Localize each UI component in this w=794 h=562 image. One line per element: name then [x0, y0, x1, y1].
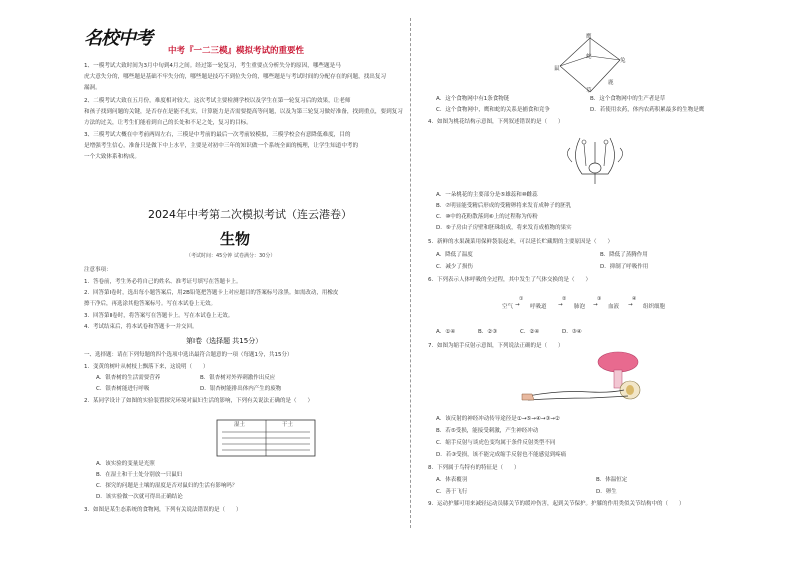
- q4-option-b: B．⑦明显能受精后形成的受精卵将来发育成种子的胚乳: [436, 203, 572, 209]
- food-web-node-rabbit: 兔: [620, 58, 626, 64]
- q1-option-a: A．银杏树的生活需要营养: [96, 375, 161, 381]
- banner-title: 中考『一二三模』模拟考试的重要性: [168, 46, 305, 56]
- q6-option-c: C．②④: [520, 329, 540, 335]
- chain-blood: 血液: [608, 304, 620, 310]
- chain-step-3: ③: [597, 296, 602, 302]
- food-web-node-mouse: 鼠: [554, 66, 560, 72]
- chain-step-2: ②: [562, 296, 567, 302]
- q6-option-a: A．①④: [436, 329, 456, 335]
- intro-line-7: 3、三模考试大概在中考前两周左右，三模是中考前的最后一次考前较模拟，三模学校会有意降低难度，目的: [84, 132, 351, 138]
- q2-option-d: D．该实验做一次就可得出正确结论: [96, 494, 183, 500]
- note-1: 1．答卷前，考生务必将自己的姓名、准考证号填写在答题卡上。: [84, 279, 242, 285]
- food-web-node-side: 鹿: [608, 80, 614, 86]
- q7-option-d: D．若③受损，该不能完成缩手反射也不能感觉到疼痛: [436, 452, 567, 458]
- q7-stem: 7．如图为缩手反射示意图，下列说法正确的是（ ）: [428, 343, 564, 349]
- q8-option-d: D．卵生: [596, 489, 617, 495]
- intro-line-9: 一个大致体系和构成。: [84, 154, 140, 160]
- food-web-node-grass: 草: [586, 88, 592, 94]
- intro-line-2: 虎大意失分的，哪些题是基础不牢失分的，哪些题是技巧不到位失分的，哪些题是与考试时间的分配存在的问题，找出复习: [84, 74, 387, 80]
- q3-stem: 3．如图是某生态系统的食物网，下列有关说法错误的是（ ）: [84, 507, 242, 513]
- q3-option-d: D．若使用农药，体内农药积累最多的生物是鹰: [590, 107, 705, 113]
- intro-line-6: 方法的过关，让考生们能看到自己的长处和不足之处，复习的目标。: [84, 120, 252, 126]
- chain-arrow-4: →: [628, 302, 633, 308]
- q3-option-b: B．这个食物网中的生产者是草: [590, 96, 666, 102]
- q8-option-b: B．体温恒定: [596, 477, 628, 483]
- q2-soil-figure: [216, 414, 316, 458]
- intro-line-4: 2、二模考试大致在五月份，难度相对较大。这次考试主要检测学校以及学生在第一轮复习后的效果，让老师: [84, 98, 351, 104]
- food-web-node-snake: 蛇: [586, 54, 592, 60]
- q2-label-wet: 湿土: [234, 422, 246, 428]
- note-2-cont: 擦干净后，再选涂其他答案标号。写在本试卷上无效。: [84, 301, 217, 307]
- notes-heading: 注意事项：: [84, 267, 112, 273]
- q5-option-c: C．减少了损伤: [436, 264, 473, 270]
- school-logo: [84, 24, 162, 52]
- q4-stem: 4．如图为桃花结构示意图，下列叙述错误的是（ ）: [428, 119, 564, 125]
- q1-option-b: B．银杏树对外界刺激作出反应: [200, 375, 276, 381]
- note-4: 4．考试结束后，将本试卷和答题卡一并交回。: [84, 324, 198, 330]
- q4-option-c: C．⑩中的花粉散落到⑥上的过程称为传粉: [436, 214, 538, 220]
- q9-stem: 9．运动护膝可用来减轻运动员膝关节的缓冲伤害，起到关节保护。护膝的作用类似关节结构中的（ ）: [428, 501, 685, 507]
- q7-option-b: B．若⑤受损，能接受刺激，产生神经冲动: [436, 428, 539, 434]
- chain-tissue-cells: 组织细胞: [643, 304, 666, 310]
- logo-text: 名校中考: [84, 28, 152, 49]
- part1-instructions: 一、选择题：请在下列每题的四个选项中选出最符合题意的一项（每题1分，共15分）: [84, 352, 293, 358]
- q6-option-b: B．②③: [478, 329, 498, 335]
- q5-option-a: A．降低了温度: [436, 252, 473, 258]
- chain-air: 空气: [502, 304, 514, 310]
- part1-title: 第Ⅰ卷（选择题 共15分）: [186, 337, 263, 345]
- q3-option-a: A．这个食物网中有1条食物链: [436, 96, 510, 102]
- q6-option-d: D．③④: [562, 329, 582, 335]
- subject-title: 生物: [220, 230, 251, 248]
- q6-stem: 6．下列表示人体呼吸的全过程，其中发生了气体交换的是（ ）: [428, 277, 592, 283]
- q3-option-c: C．这个食物网中，鹰和蛇的关系是捕食和竞争: [436, 107, 550, 113]
- q2-stem: 2．某同学设计了如图的实验装置探究环境对鼠妇生活的影响，下列有关说法正确的是（ ）: [84, 398, 314, 404]
- food-web-node-hawk: 鹰: [586, 34, 592, 40]
- q2-option-a: A．该实验的变量是光照: [96, 461, 155, 467]
- q1-option-c: C．银杏树能进行呼吸: [96, 386, 150, 392]
- reflex-arc-diagram: [520, 350, 660, 410]
- column-divider: [410, 18, 411, 528]
- q5-option-d: D．抑制了呼吸作用: [600, 264, 649, 270]
- chain-step-4: ④: [632, 296, 637, 302]
- note-2: 2．回答第Ⅰ卷时，选出每小题答案后，用2B铅笔把答题卡上对应题目的答案标号涂黑。如需改动，用橡皮: [84, 290, 339, 296]
- q1-option-d: D．银杏树能排出体内产生的废物: [200, 386, 282, 392]
- chain-alveoli: 肺泡: [574, 304, 586, 310]
- q2-label-dry: 干土: [282, 422, 294, 428]
- exam-title: 2024年中考第二次模拟考试（连云港卷）: [148, 208, 352, 221]
- chain-step-1: ①: [519, 296, 524, 302]
- q7-option-a: A．该反射的神经冲动传导途径是①→⑤→④→③→②: [436, 416, 560, 422]
- chain-arrow-2: →: [558, 302, 563, 308]
- q7-option-c: C．缩手反射与谈虎色变均属于条件反射类型不同: [436, 440, 556, 446]
- exam-meta: （考试时间：45分钟 试卷满分：30分）: [186, 253, 276, 259]
- q1-stem: 1．变黄的树叶从树枝上飘落下来，这说明（ ）: [84, 364, 209, 370]
- peach-flower-diagram: [560, 128, 630, 186]
- intro-line-5: 和孩子找到问题的关键，是否存在是能不扎实，计算能力是否需要提高等问题，以及为第三轮复习做好准备，找到重点，要到复习: [84, 109, 403, 115]
- q5-stem: 5．新鲜的水果蔬菜用保鲜袋装起来，可以延长贮藏期的主要原因是（ ）: [428, 239, 614, 245]
- q4-option-a: A．一朵桃花的主要部分是⑤雄蕊和⑩雌蕊: [436, 192, 538, 198]
- q4-option-d: D．⑨子房由子房壁和胚珠组成，将来发育成植物的果实: [436, 225, 572, 231]
- q8-option-c: C．善于飞行: [436, 489, 468, 495]
- intro-line-1: 1、一模考试大致时间为3月中旬到4月之间。经过第一轮复习，考生重要点分析失分的原因，哪些题是马: [84, 63, 341, 69]
- q2-option-b: B．在湿土和干土处分别放一只鼠妇: [96, 472, 183, 478]
- q2-option-c: C．探究的问题是土壤的湿度是否对鼠妇的生活有影响吗？: [96, 483, 238, 489]
- intro-line-3: 漏洞。: [84, 85, 101, 91]
- chain-arrow-3: →: [593, 302, 598, 308]
- intro-line-8: 是增强考生信心，准备只是做下中上水平，主要是对初中三年的知识做一个系统全面的梳理，让学生知道中考的: [84, 143, 359, 149]
- q8-stem: 8．下列属于鸟特有的特征是（ ）: [428, 465, 520, 471]
- q5-option-b: B．降低了蒸腾作用: [600, 252, 648, 258]
- q8-option-a: A．体表覆羽: [436, 477, 468, 483]
- chain-airway: 呼吸道: [530, 304, 547, 310]
- chain-arrow-1: →: [515, 302, 520, 308]
- note-3: 3．回答第Ⅱ卷时，将答案写在答题卡上。写在本试卷上无效。: [84, 313, 234, 319]
